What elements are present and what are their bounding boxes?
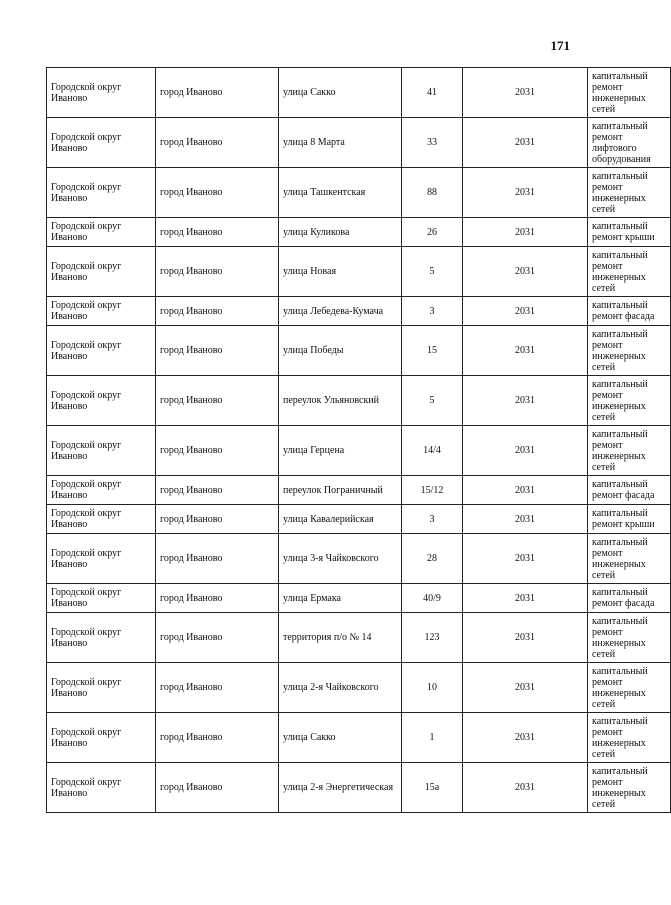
district-cell: Городской округ Иваново bbox=[47, 247, 156, 297]
district-cell: Городской округ Иваново bbox=[47, 68, 156, 118]
house-cell: 3 bbox=[402, 505, 463, 534]
work-type-cell: капитальный ремонт лифтового оборудования bbox=[588, 118, 671, 168]
house-cell: 15а bbox=[402, 763, 463, 813]
street-cell: улица 3-я Чайковского bbox=[279, 534, 402, 584]
street-cell: переулок Ульяновский bbox=[279, 376, 402, 426]
year-cell: 2031 bbox=[463, 118, 588, 168]
house-cell: 10 bbox=[402, 663, 463, 713]
district-cell: Городской округ Иваново bbox=[47, 663, 156, 713]
street-cell: улица Сакко bbox=[279, 68, 402, 118]
city-cell: город Иваново bbox=[156, 218, 279, 247]
city-cell: город Иваново bbox=[156, 713, 279, 763]
table-row bbox=[47, 584, 671, 613]
street-cell: улица Кавалерийская bbox=[279, 505, 402, 534]
district-cell: Городской округ Иваново bbox=[47, 534, 156, 584]
house-cell: 1 bbox=[402, 713, 463, 763]
street-cell: улица 8 Марта bbox=[279, 118, 402, 168]
street-cell: улица 2-я Энергетическая bbox=[279, 763, 402, 813]
year-cell: 2031 bbox=[463, 426, 588, 476]
house-cell: 41 bbox=[402, 68, 463, 118]
street-cell: улица Куликова bbox=[279, 218, 402, 247]
street-cell: улица Ташкентская bbox=[279, 168, 402, 218]
table-row bbox=[47, 713, 671, 763]
year-cell: 2031 bbox=[463, 297, 588, 326]
year-cell: 2031 bbox=[463, 168, 588, 218]
work-type-cell: капитальный ремонт фасада bbox=[588, 297, 671, 326]
work-type-cell: капитальный ремонт инженерных сетей bbox=[588, 68, 671, 118]
table-row bbox=[47, 426, 671, 476]
work-type-cell: капитальный ремонт инженерных сетей bbox=[588, 247, 671, 297]
year-cell: 2031 bbox=[463, 68, 588, 118]
year-cell: 2031 bbox=[463, 218, 588, 247]
district-cell: Городской округ Иваново bbox=[47, 376, 156, 426]
street-cell: улица 2-я Чайковского bbox=[279, 663, 402, 713]
table-row bbox=[47, 534, 671, 584]
work-type-cell: капитальный ремонт фасада bbox=[588, 584, 671, 613]
year-cell: 2031 bbox=[463, 376, 588, 426]
page-number: 171 bbox=[550, 38, 570, 53]
district-cell: Городской округ Иваново bbox=[47, 297, 156, 326]
house-cell: 5 bbox=[402, 376, 463, 426]
city-cell: город Иваново bbox=[156, 476, 279, 505]
year-cell: 2031 bbox=[463, 505, 588, 534]
year-cell: 2031 bbox=[463, 534, 588, 584]
table-row bbox=[47, 168, 671, 218]
district-cell: Городской округ Иваново bbox=[47, 613, 156, 663]
work-type-cell: капитальный ремонт инженерных сетей bbox=[588, 663, 671, 713]
work-type-cell: капитальный ремонт фасада bbox=[588, 476, 671, 505]
district-cell: Городской округ Иваново bbox=[47, 584, 156, 613]
table-row bbox=[47, 218, 671, 247]
district-cell: Городской округ Иваново bbox=[47, 505, 156, 534]
work-type-cell: капитальный ремонт инженерных сетей bbox=[588, 763, 671, 813]
city-cell: город Иваново bbox=[156, 297, 279, 326]
registry-table bbox=[46, 67, 671, 813]
street-cell: улица Лебедева-Кумача bbox=[279, 297, 402, 326]
street-cell: улица Ермака bbox=[279, 584, 402, 613]
district-cell: Городской округ Иваново bbox=[47, 218, 156, 247]
street-cell: улица Победы bbox=[279, 326, 402, 376]
district-cell: Городской округ Иваново bbox=[47, 476, 156, 505]
city-cell: город Иваново bbox=[156, 505, 279, 534]
work-type-cell: капитальный ремонт крыши bbox=[588, 218, 671, 247]
district-cell: Городской округ Иваново bbox=[47, 168, 156, 218]
house-cell: 15/12 bbox=[402, 476, 463, 505]
table-row bbox=[47, 763, 671, 813]
street-cell: территория п/о № 14 bbox=[279, 613, 402, 663]
year-cell: 2031 bbox=[463, 713, 588, 763]
house-cell: 28 bbox=[402, 534, 463, 584]
district-cell: Городской округ Иваново bbox=[47, 326, 156, 376]
district-cell: Городской округ Иваново bbox=[47, 713, 156, 763]
city-cell: город Иваново bbox=[156, 534, 279, 584]
house-cell: 88 bbox=[402, 168, 463, 218]
district-cell: Городской округ Иваново bbox=[47, 118, 156, 168]
table-row bbox=[47, 297, 671, 326]
table-row bbox=[47, 68, 671, 118]
table-row bbox=[47, 247, 671, 297]
city-cell: город Иваново bbox=[156, 613, 279, 663]
house-cell: 26 bbox=[402, 218, 463, 247]
street-cell: улица Новая bbox=[279, 247, 402, 297]
table-row bbox=[47, 663, 671, 713]
city-cell: город Иваново bbox=[156, 68, 279, 118]
work-type-cell: капитальный ремонт инженерных сетей bbox=[588, 713, 671, 763]
year-cell: 2031 bbox=[463, 663, 588, 713]
city-cell: город Иваново bbox=[156, 426, 279, 476]
city-cell: город Иваново bbox=[156, 168, 279, 218]
house-cell: 5 bbox=[402, 247, 463, 297]
city-cell: город Иваново bbox=[156, 763, 279, 813]
table-row bbox=[47, 505, 671, 534]
city-cell: город Иваново bbox=[156, 663, 279, 713]
year-cell: 2031 bbox=[463, 613, 588, 663]
work-type-cell: капитальный ремонт крыши bbox=[588, 505, 671, 534]
year-cell: 2031 bbox=[463, 763, 588, 813]
street-cell: улица Сакко bbox=[279, 713, 402, 763]
registry-table-body bbox=[47, 68, 671, 813]
year-cell: 2031 bbox=[463, 476, 588, 505]
house-cell: 3 bbox=[402, 297, 463, 326]
table-row bbox=[47, 326, 671, 376]
work-type-cell: капитальный ремонт инженерных сетей bbox=[588, 426, 671, 476]
city-cell: город Иваново bbox=[156, 584, 279, 613]
year-cell: 2031 bbox=[463, 247, 588, 297]
work-type-cell: капитальный ремонт инженерных сетей bbox=[588, 168, 671, 218]
district-cell: Городской округ Иваново bbox=[47, 763, 156, 813]
table-row bbox=[47, 476, 671, 505]
house-cell: 14/4 bbox=[402, 426, 463, 476]
work-type-cell: капитальный ремонт инженерных сетей bbox=[588, 376, 671, 426]
city-cell: город Иваново bbox=[156, 376, 279, 426]
district-cell: Городской округ Иваново bbox=[47, 426, 156, 476]
house-cell: 33 bbox=[402, 118, 463, 168]
table-row bbox=[47, 118, 671, 168]
street-cell: улица Герцена bbox=[279, 426, 402, 476]
year-cell: 2031 bbox=[463, 584, 588, 613]
city-cell: город Иваново bbox=[156, 118, 279, 168]
table-row bbox=[47, 376, 671, 426]
street-cell: переулок Пограничный bbox=[279, 476, 402, 505]
work-type-cell: капитальный ремонт инженерных сетей bbox=[588, 326, 671, 376]
house-cell: 15 bbox=[402, 326, 463, 376]
year-cell: 2031 bbox=[463, 326, 588, 376]
city-cell: город Иваново bbox=[156, 247, 279, 297]
house-cell: 40/9 bbox=[402, 584, 463, 613]
house-cell: 123 bbox=[402, 613, 463, 663]
work-type-cell: капитальный ремонт инженерных сетей bbox=[588, 613, 671, 663]
table-row bbox=[47, 613, 671, 663]
work-type-cell: капитальный ремонт инженерных сетей bbox=[588, 534, 671, 584]
city-cell: город Иваново bbox=[156, 326, 279, 376]
